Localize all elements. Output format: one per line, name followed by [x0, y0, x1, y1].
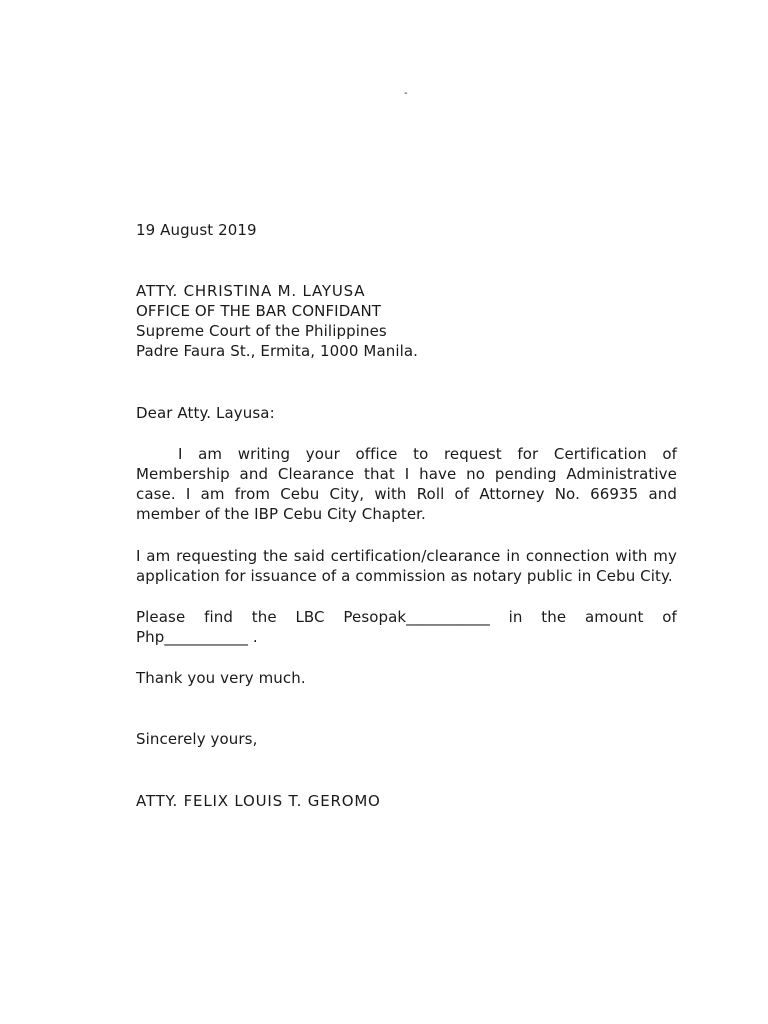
- addressee-institution: Supreme Court of the Philippines: [136, 322, 387, 340]
- addressee-name: ATTY. CHRISTINA M. LAYUSA: [136, 282, 366, 300]
- body-paragraph-purpose: I am requesting the said certification/clearance in connection with my application for issuance of a commission as notary public in Cebu City.: [136, 547, 677, 585]
- pesopak-blank: Pesopak___________: [343, 608, 490, 626]
- thank-you-line: Thank you very much.: [136, 669, 306, 687]
- salutation: Dear Atty. Layusa:: [136, 404, 275, 422]
- payment-word: Please: [136, 608, 186, 626]
- payment-word: LBC: [295, 608, 325, 626]
- body-paragraph-payment: [136, 607, 677, 647]
- complimentary-close: Sincerely yours,: [136, 730, 258, 748]
- payment-word: find: [204, 608, 233, 626]
- body-paragraph-request: I am writing your office to request for Certification of Membership and Clearance that I have no pending Administrative case. I am from Cebu City, with Roll of Attorney No. 66935 and member of the IBP Cebu City Chapter.: [136, 445, 677, 523]
- letter-date: 19 August 2019: [136, 221, 257, 239]
- payment-word: of: [662, 608, 677, 626]
- addressee-address: Padre Faura St., Ermita, 1000 Manila.: [136, 342, 419, 360]
- signatory-name: ATTY. FELIX LOUIS T. GEROMO: [136, 792, 381, 810]
- payment-word: amount: [584, 608, 644, 626]
- addressee-office: OFFICE OF THE BAR CONFIDANT: [136, 302, 382, 320]
- header-mark: -: [404, 88, 408, 99]
- payment-word: in: [508, 608, 523, 626]
- payment-line-1: [136, 607, 677, 627]
- amount-blank-line: Php___________ .: [136, 628, 258, 646]
- payment-word: the: [541, 608, 567, 626]
- addressee-block: [136, 281, 677, 361]
- payment-word: the: [251, 608, 277, 626]
